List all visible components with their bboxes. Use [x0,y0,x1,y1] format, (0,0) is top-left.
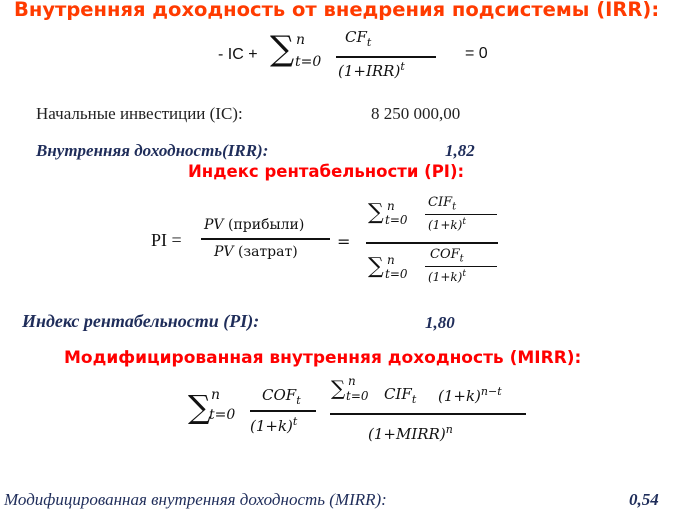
sum-upper-limit: n [387,199,395,213]
pi-cif: $CIF_t$ [428,195,457,213]
mirr-k-paren: $(1+k)^{n-t}$ [438,385,502,405]
sum-lower-limit: t=0 [346,389,369,403]
slide-title: Внутренняя доходность от внедрения подсистемы (IRR): [14,0,660,21]
sum-symbol: ∑ [368,254,384,279]
sum-upper-limit: n [211,387,221,403]
sum-symbol: ∑ [368,200,384,225]
irr-label: Внутренняя доходность(IRR): [36,141,269,160]
irr-fraction-bar [336,56,436,58]
mirr-k-den: $(1+k)^t$ [250,415,298,435]
pi-inner-bar [425,214,497,215]
mirr-label: Модифицированная внутренняя доходность (MIRR): [4,490,387,509]
pi-pv-profit: PV (прибыли) [204,217,305,233]
mirr-cof: $COF_t$ [262,386,301,407]
pi-fraction-bar [201,238,330,240]
pi-inner-bar [425,266,497,267]
sum-lower-limit: t=0 [385,213,408,227]
sum-lower-limit: t=0 [295,54,322,70]
irr-equals-zero: = 0 [465,45,488,62]
pi-equals: = [337,232,351,251]
irr-numerator: $CF_t$ [345,28,372,49]
sum-upper-limit: n [296,32,306,48]
mirr-left-bar [250,410,316,412]
sum-lower-limit: t=0 [209,407,236,423]
pi-cof: $COF_t$ [430,247,464,265]
pi-lhs: PI = [151,230,182,250]
irr-value: 1,82 [445,141,475,160]
sum-upper-limit: n [387,253,395,267]
pi-label: Индекс рентабельности (PI): [22,311,260,331]
sum-lower-limit: t=0 [385,267,408,281]
pi-main-bar [366,242,498,244]
ic-value: 8 250 000,00 [371,104,461,123]
irr-prefix: - IC + [218,46,258,63]
mirr-cif: $CIF_t$ [384,385,417,406]
sum-symbol: ∑ [331,376,346,400]
pi-pv-cost: PV (затрат) [214,244,298,260]
mirr-denominator: (1+MIRR)$^n$ [368,423,453,443]
pi-value: 1,80 [425,313,455,332]
pi-k-den: $(1+k)^t$ [428,217,466,232]
pi-heading: Индекс рентабельности (PI): [188,162,465,181]
irr-denominator: $(1+IRR)^t$ [338,60,405,80]
mirr-value: 0,54 [629,490,659,509]
ic-label: Начальные инвестиции (IC): [36,104,243,123]
sum-symbol: ∑ [188,388,211,426]
mirr-right-bar [330,413,526,415]
pi-k-den: $(1+k)^t$ [428,269,466,284]
sum-symbol: ∑ [270,29,295,69]
mirr-heading: Модифицированная внутренняя доходность (MIRR): [64,348,582,368]
sum-upper-limit: n [348,374,356,388]
